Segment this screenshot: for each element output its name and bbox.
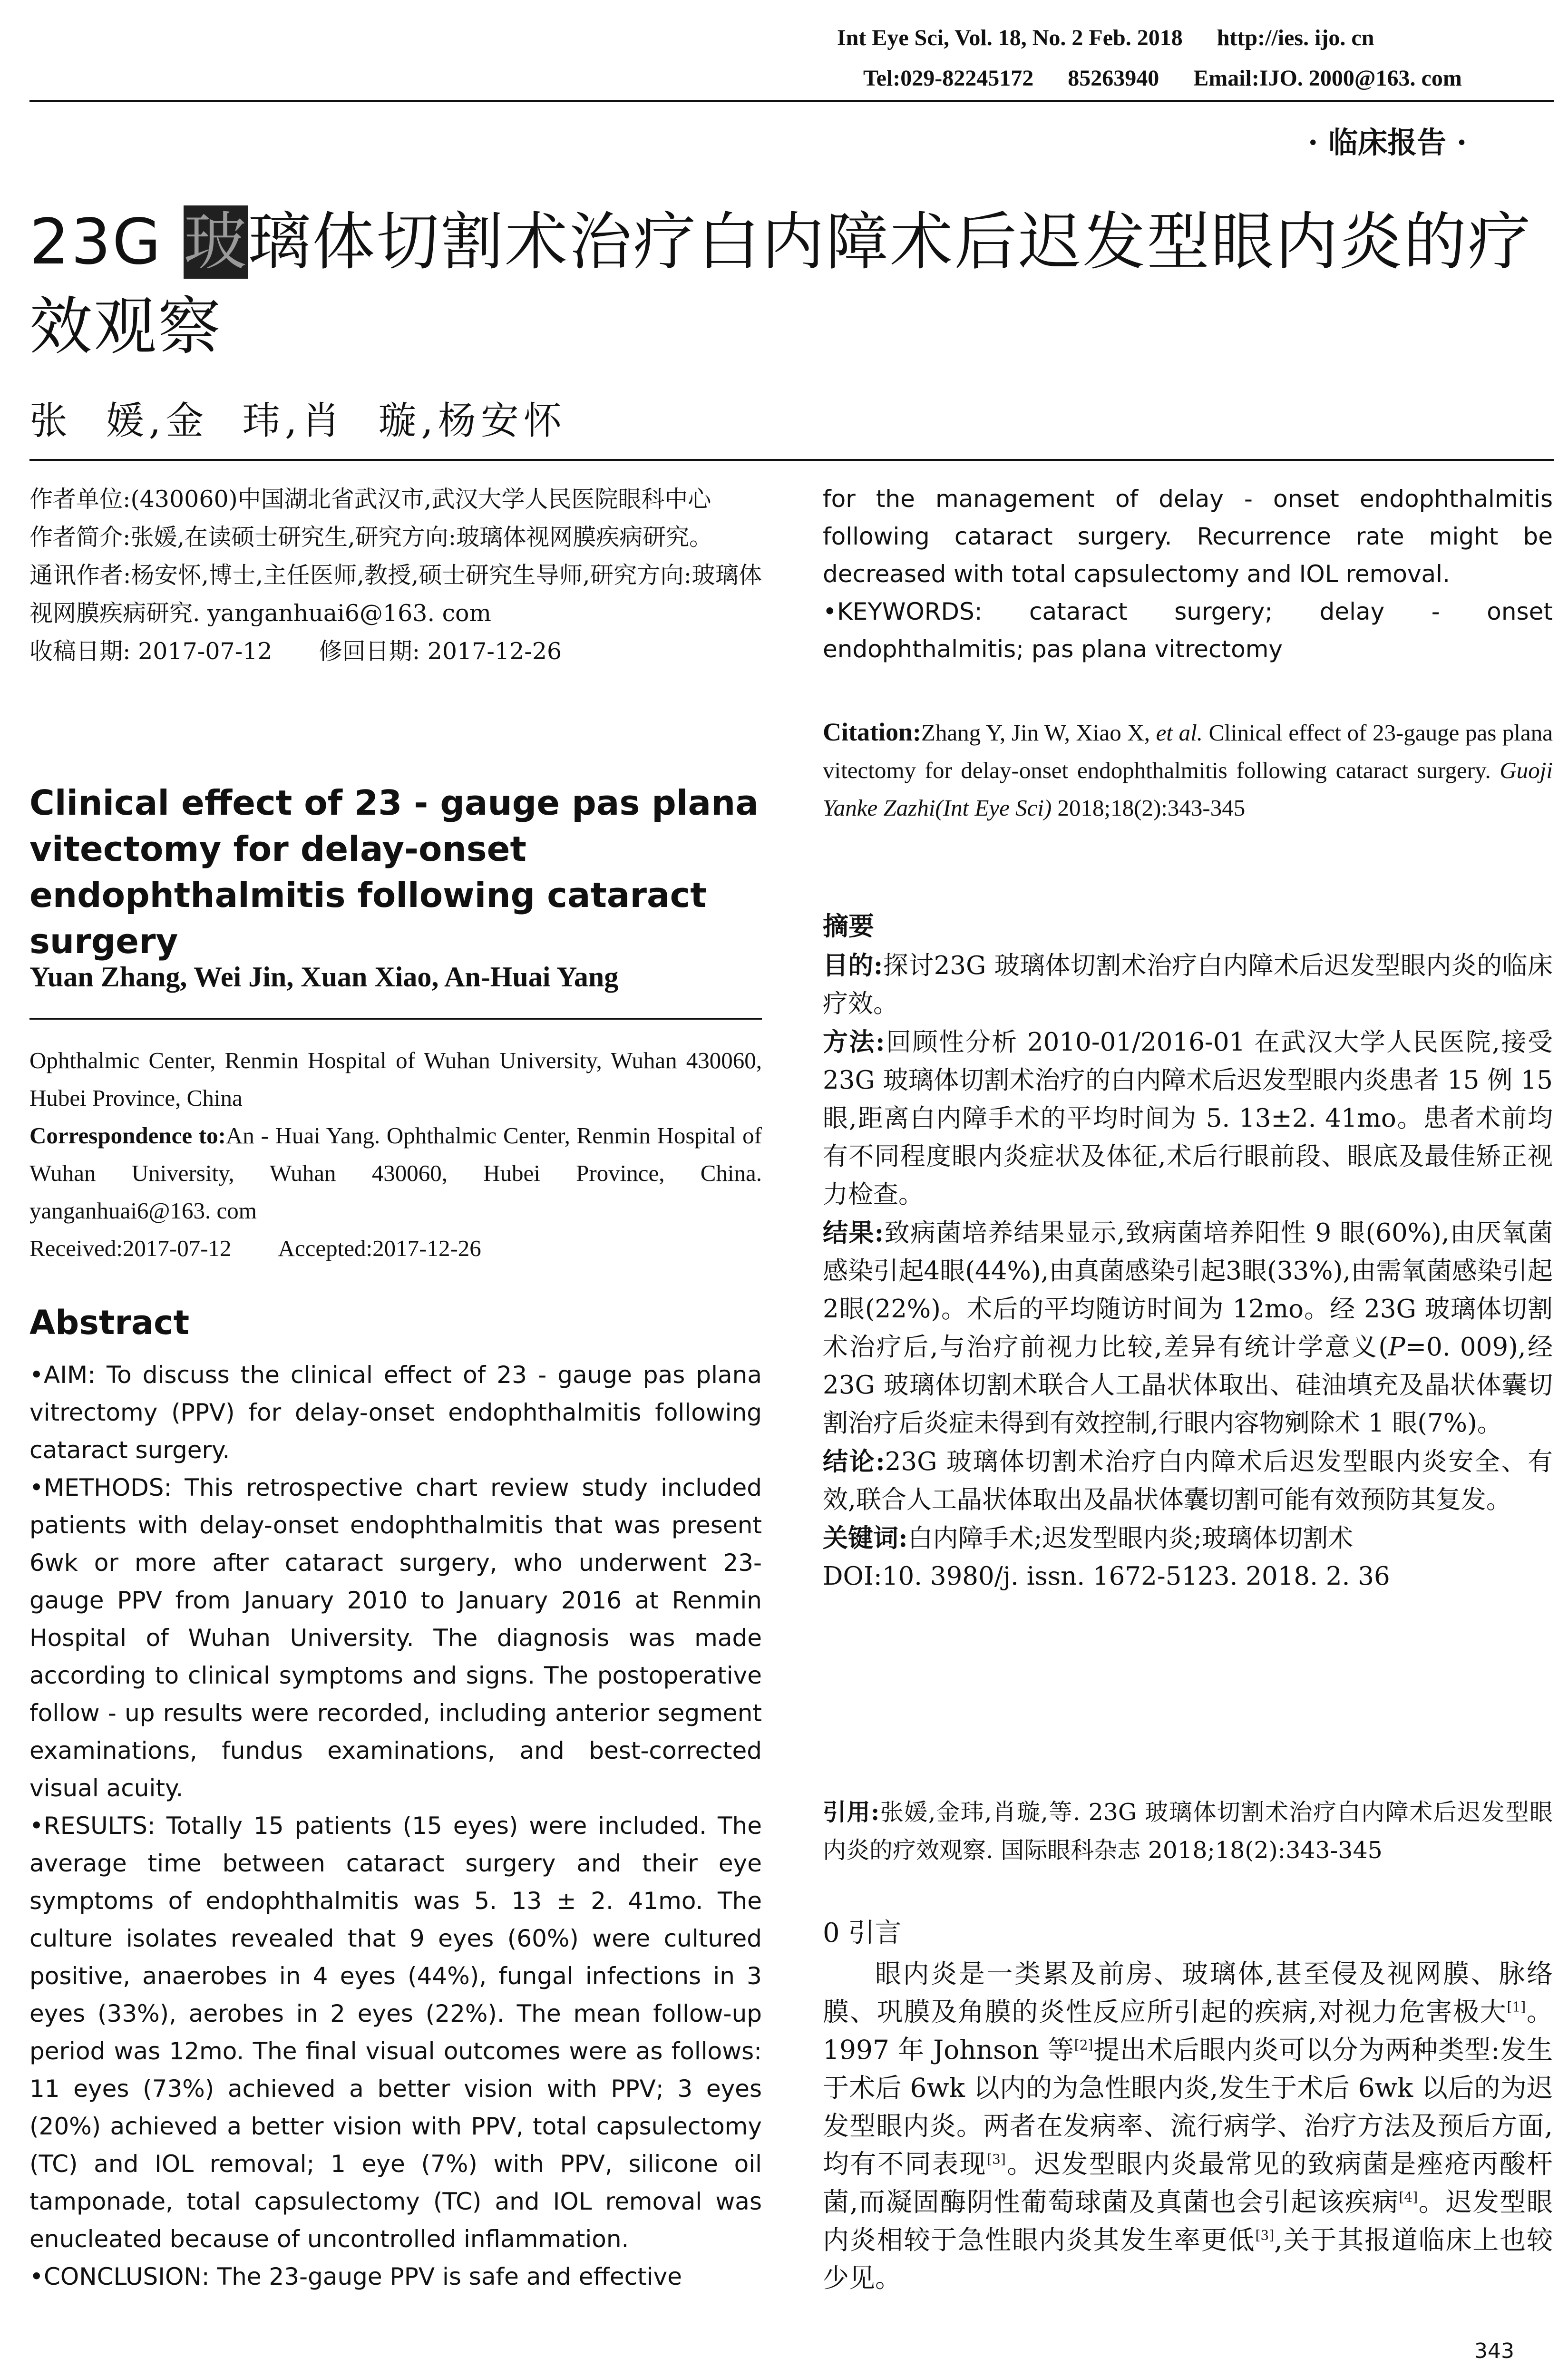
- cn-citation-text: 张媛,金玮,肖璇,等. 23G 玻璃体切割术治疗白内障术后迟发型眼内炎的疗效观察. 国际眼科杂志 2018;18(2):343-345: [823, 1799, 1553, 1864]
- citation-journal: Guoji Yanke Zazhi(Int Eye Sci): [823, 757, 1553, 821]
- authors-en: Yuan Zhang, Wei Jin, Xuan Xiao, An-Huai Yang: [29, 961, 619, 993]
- journal-url[interactable]: http://ies. ijo. cn: [1217, 25, 1374, 50]
- ref-5[interactable]: [3]: [1255, 2227, 1275, 2243]
- affiliation-block: [29, 1042, 762, 1267]
- cn-results-p: P: [1388, 1333, 1405, 1362]
- cn-abstract: [823, 946, 1553, 1596]
- cn-doi: DOI:10. 3980/j. issn. 1672-5123. 2018. 2. 36: [823, 1562, 1390, 1591]
- cn-results-label: 结果:: [823, 1218, 884, 1247]
- abstract-en: [29, 1356, 762, 2296]
- cn-citation-label: 引用:: [823, 1798, 880, 1826]
- header-rule: [29, 100, 1554, 102]
- ref-2[interactable]: [2]: [1074, 2037, 1093, 2053]
- correspondence-label: Correspondence to:: [29, 1122, 226, 1149]
- citation-etal: et al.: [1156, 720, 1203, 746]
- cn-methods: [823, 1023, 1553, 1214]
- conclusion-label: CONCLUSION:: [44, 2263, 210, 2290]
- ref-1[interactable]: [1]: [1507, 1999, 1526, 2015]
- abstract-heading: Abstract: [29, 1303, 190, 1342]
- methods-text: This retrospective chart review study included patients with delay-onset endophthalmitis that was present 6wk or more after cataract surgery, who underwent 23-gauge PPV from January 2010 to January 2016 at Renmin Hospital of Wuhan University. The diagnosis was made according to clinical symptoms and signs. The postoperative follow - up results were recorded, including anterior segment examinations, fundus examinations, and best-corrected visual acuity.: [29, 1474, 762, 1802]
- results-text: Totally 15 patients (15 eyes) were included. The average time between cataract surgery and their eye symptoms of endophthalmitis was 5. 13 ± 2. 41mo. The culture isolates revealed that 9 eyes (60%) were cultured positive, anaerobes in 4 eyes (44%), fungal infections in 3 eyes (33%), aerobes in 2 eyes (22%). The mean follow-up period was 12mo. The final visual outcomes were as follows: 11 eyes (73%) achieved a better vision with PPV; 3 eyes (20%) achieved a better vision with PPV, total capsulectomy (TC) and IOL removal; 1 eye (7%) with PPV, silicone oil tamponade, total capsulectomy (TC) and IOL removal was enucleated because of uncontrolled inflammation.: [29, 1812, 762, 2253]
- journal-tel2: 85263940: [1068, 66, 1159, 91]
- journal-header-line2: [863, 65, 1462, 91]
- received-accepted: Received:2017-07-12 Accepted:2017-12-26: [29, 1235, 481, 1261]
- journal-tel: Tel:029-82245172: [863, 66, 1034, 91]
- conclusion-text-b: for the management of delay - onset endophthalmitis following cataract surgery. Recurrence rate might be decreased with total capsulectomy and IOL removal.: [823, 485, 1553, 588]
- aim-label: AIM:: [44, 1361, 96, 1389]
- cn-results-text-a: 致病菌培养结果显示,致病菌培养阳性 9 眼(60%),由厌氧菌感染引起4眼(44%),由真菌感染引起3眼(33%),由需氧菌感染引起2眼(22%)。术后的平均随访时间为 12mo。经 23G 玻璃体切割术治疗后,与治疗前视力比较,差异有统计学意义(: [823, 1218, 1553, 1362]
- article-title-en: Clinical effect of 23 - gauge pas plana vitectomy for delay-onset endophthalmitis following cataract surgery: [29, 783, 759, 961]
- results-label: RESULTS:: [44, 1812, 156, 1840]
- methods-label: METHODS:: [44, 1474, 172, 1501]
- abstract-results: [29, 1807, 762, 2258]
- author-info-block: [29, 480, 762, 671]
- journal-issue: No. 2 Feb.: [1032, 25, 1131, 50]
- conclusion-text-a: The 23-gauge PPV is safe and effective: [217, 2263, 682, 2290]
- cn-conclusion-text: 23G 玻璃体切割术治疗白内障术后迟发型眼内炎安全、有效,联合人工晶状体取出及晶状体囊切割可能有效预防其复发。: [823, 1447, 1553, 1514]
- title-rest: 璃体切割术治疗白内障术后迟发型眼内炎的疗效观察: [29, 205, 1532, 363]
- cn-results-text-b: =0. 009),经 23G 玻璃体切割术联合人工晶状体取出、硅油填充及晶状体囊切割治疗后炎症未得到有效控制,行眼内容物剜除术 1 眼(7%)。: [823, 1333, 1553, 1438]
- intro-text-5: 。迟发型眼内炎相较于急性眼内炎其发生率更低: [823, 2187, 1553, 2255]
- abstract-en-continued: [823, 480, 1553, 668]
- intro-text-6: ,关于其报道临床上也较少见。: [823, 2225, 1553, 2293]
- abstract-methods: [29, 1469, 762, 1807]
- citation-text-c: 2018;18(2):343-345: [1057, 795, 1246, 821]
- cn-conclusion: [823, 1442, 1553, 1519]
- abstract-aim: [29, 1356, 762, 1469]
- authors-rule: [29, 459, 1554, 461]
- citation-label: Citation:: [823, 718, 921, 746]
- title-highlight: 玻: [184, 205, 248, 279]
- cn-conclusion-label: 结论:: [823, 1447, 885, 1476]
- intro-text-1: 眼内炎是一类累及前房、玻璃体,甚至侵及视网膜、脉络膜、巩膜及角膜的炎性反应所引起的疾病,对视力危害极大: [823, 1958, 1553, 2027]
- authors-cn: 张 媛,金 玮,肖 璇,杨安怀: [29, 399, 566, 443]
- article-title-cn: [29, 200, 1542, 369]
- keywords-label: KEYWORDS:: [837, 598, 983, 625]
- cn-abstract-heading: 摘要: [823, 911, 874, 941]
- title-prefix: 23G: [29, 205, 184, 279]
- cn-methods-label: 方法:: [823, 1027, 885, 1057]
- keywords-text: cataract surgery; delay - onset endophthalmitis; pas plana vitrectomy: [823, 598, 1553, 663]
- author-bio-cn: 作者简介:张媛,在读硕士研究生,研究方向:玻璃体视网膜疾病研究。: [29, 524, 713, 551]
- cn-keywords: [823, 1519, 1553, 1558]
- aim-text: To discuss the clinical effect of 23 - gauge pas plana vitrectomy (PPV) for delay-onset endophthalmitis following cataract surgery.: [29, 1361, 762, 1464]
- page-number: 343: [1474, 2339, 1514, 2363]
- author-affiliation-cn: 作者单位:(430060)中国湖北省武汉市,武汉大学人民医院眼科中心: [29, 486, 711, 513]
- bullet-icon: •: [29, 2263, 44, 2290]
- en-authors-rule: [29, 1018, 762, 1020]
- intro-heading: 0 引言: [823, 1918, 902, 1948]
- ref-3[interactable]: [3]: [987, 2151, 1006, 2167]
- bullet-icon: •: [29, 1361, 44, 1389]
- intro-text-3: 提出术后眼内炎可以分为两种类型:发生于术后 6wk 以内的为急性眼内炎,发生于术后 6wk 以后的为迟发型眼内炎。两者在发病率、流行病学、治疗方法及预后方面,均有不同表现: [823, 2035, 1553, 2179]
- cn-results: [823, 1214, 1553, 1442]
- journal-header-line1: Int Eye Sci, Vol. 18, No. 2 Feb. 2018 http://ies. ijo. cn: [837, 25, 1374, 50]
- abstract-keywords: [823, 593, 1553, 668]
- citation-text-a: Zhang Y, Jin W, Xiao X,: [921, 720, 1150, 746]
- cn-aim-text: 探讨23G 玻璃体切割术治疗白内障术后迟发型眼内炎的临床疗效。: [823, 951, 1553, 1018]
- bullet-icon: •: [29, 1812, 44, 1840]
- bullet-icon: •: [823, 598, 837, 625]
- cn-keywords-label: 关键词:: [823, 1523, 908, 1553]
- dates-cn: 收稿日期: 2017-07-12 修回日期: 2017-12-26: [29, 638, 562, 665]
- journal-name: Int Eye Sci: [837, 25, 944, 50]
- affiliation-en: Ophthalmic Center, Renmin Hospital of Wuhan University, Wuhan 430060, Hubei Province, China: [29, 1047, 762, 1111]
- citation-en: [823, 713, 1553, 827]
- citation-text-b: Clinical effect of 23-gauge pas plana vitectomy for delay-onset endophthalmitis following cataract surgery.: [823, 720, 1553, 783]
- cn-citation: [823, 1793, 1553, 1870]
- intro-text-4: 。迟发型眼内炎最常见的致病菌是痤疮丙酸杆菌,而凝固酶阴性葡萄球菌及真菌也会引起该疾病: [823, 2149, 1553, 2217]
- correspondence-text: An - Huai Yang. Ophthalmic Center, Renmin Hospital of Wuhan University, Wuhan 430060, Hubei Province, China. yanganhuai6@163. com: [29, 1122, 762, 1224]
- intro-text-2: 。1997 年 Johnson 等: [823, 1997, 1553, 2065]
- correspondence-en: [29, 1117, 762, 1229]
- cn-aim-label: 目的:: [823, 951, 883, 980]
- cn-keywords-text: 白内障手术;迟发型眼内炎;玻璃体切割术: [907, 1524, 1354, 1553]
- cn-methods-text: 回顾性分析 2010-01/2016-01 在武汉大学人民医院,接受23G 玻璃体切割术治疗的白内障术后迟发型眼内炎患者 15 例 15 眼,距离白内障手术的平均时间为 5. 13±2. 41mo。患者术前均有不同程度眼内炎症状及体征,术后行眼前段、眼底及最佳矫正视力检查。: [823, 1028, 1553, 1209]
- journal-volume: Vol. 18: [954, 25, 1021, 50]
- section-tag: · 临床报告 ·: [1308, 125, 1467, 160]
- intro-paragraph: [823, 1955, 1553, 2297]
- corresponding-author-cn: 通讯作者:杨安怀,博士,主任医师,教授,硕士研究生导师,研究方向:玻璃体视网膜疾病研究. yanganhuai6@163. com: [29, 562, 762, 627]
- abstract-conclusion: [29, 2258, 762, 2296]
- bullet-icon: •: [29, 1474, 44, 1501]
- cn-aim: [823, 946, 1553, 1023]
- journal-email[interactable]: Email:IJO. 2000@163. com: [1193, 66, 1462, 91]
- journal-year: 2018: [1137, 25, 1183, 50]
- ref-4[interactable]: [4]: [1399, 2189, 1418, 2205]
